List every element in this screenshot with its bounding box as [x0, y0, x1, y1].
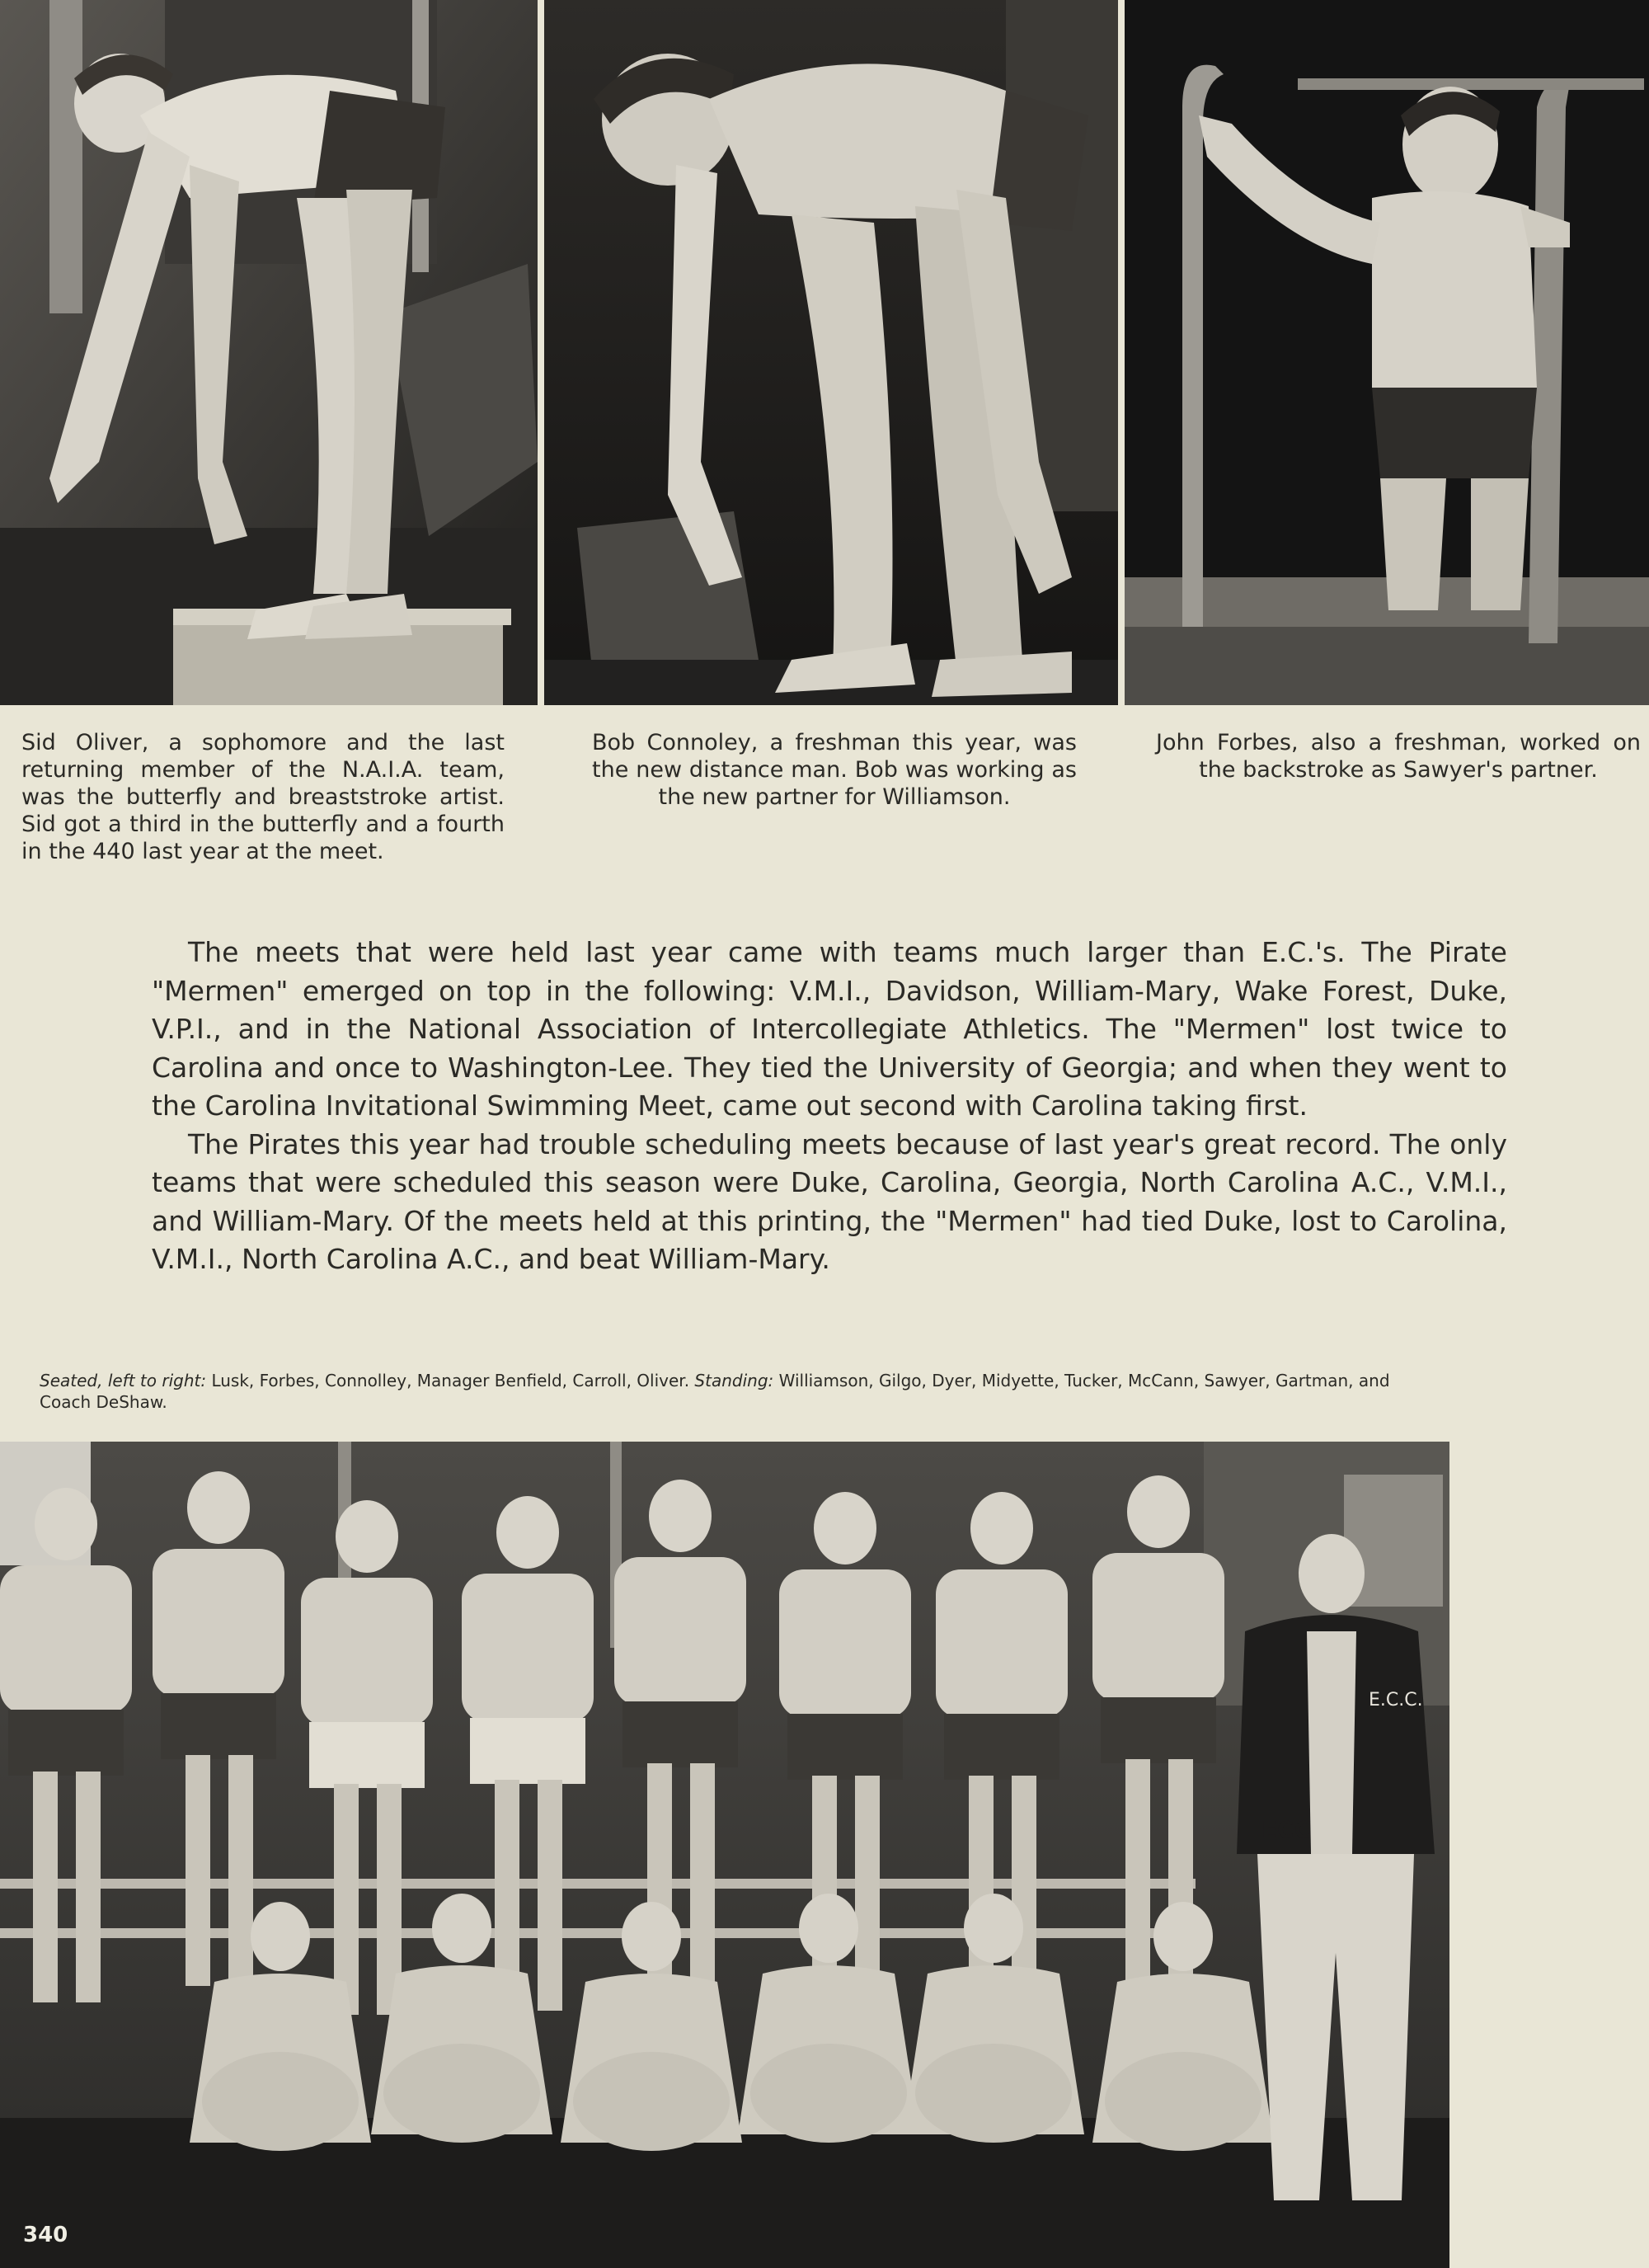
photo-john-forbes-graphic — [1125, 0, 1649, 705]
standing-label: Standing: — [694, 1371, 774, 1390]
photo-swim-team-graphic — [0, 1442, 1449, 2268]
article-paragraph-2: The Pirates this year had trouble scheduling meets because of last year's great record. The only teams that were scheduled this season were Duke, Carolina, Georgia, North Carolina A.C., V.M.I., and William-Mary. Of the meets held at this printing, the "Mermen" had tied Duke, lost to Carolina, V.M.I., North Carolina A.C., and beat William-Mary. — [152, 1127, 1507, 1275]
photo-bob-connoley — [544, 0, 1118, 705]
photo-sid-oliver — [0, 0, 538, 705]
jacket-lettering: E.C.C. — [1369, 1690, 1423, 1710]
team-photo-caption — [40, 1370, 1408, 1413]
photo-swim-team — [0, 1442, 1449, 2268]
photo-bob-connoley-graphic — [544, 0, 1118, 705]
seated-label: Seated, left to right: — [40, 1371, 207, 1390]
caption-john-forbes: John Forbes, also a freshman, worked on the backstroke as Sawyer's partner. — [1156, 730, 1641, 783]
photo-john-forbes — [1125, 0, 1649, 705]
standing-names: Williamson, Gilgo, Dyer, Midyette, Tucker, McCann, Sawyer, Gartman, and Coach DeShaw. — [40, 1371, 1390, 1412]
article-paragraph-1: The meets that were held last year came with teams much larger than E.C.'s. The Pirate "Mermen" emerged on top in the following: V.M.I., Davidson, William-Mary, Wake Forest, Duke, V.P.I., and in the National Association of Intercollegiate Athletics. The "Mermen" lost twice to Carolina and once to Washington-Lee. They tied the University of Georgia; and when they went to the Carolina Invitational Swimming Meet, came out second with Carolina taking first. — [152, 936, 1507, 1122]
caption-bob-connoley: Bob Connoley, a freshman this year, was the new distance man. Bob was working as the new partner for Williamson. — [592, 730, 1077, 810]
article-body — [152, 934, 1507, 1279]
seated-names: Lusk, Forbes, Connolley, Manager Benfield, Carroll, Oliver. — [206, 1371, 695, 1390]
page-number: 340 — [23, 2223, 68, 2247]
pants-lettering: ECC — [1261, 1816, 1312, 1843]
caption-sid-oliver: Sid Oliver, a sophomore and the last returning member of the N.A.I.A. team, was the butterfly and breaststroke artist. Sid got a third in the butterfly and a fourth in the 440 last year at the meet. — [21, 730, 505, 864]
photo-sid-oliver-graphic — [0, 0, 538, 705]
